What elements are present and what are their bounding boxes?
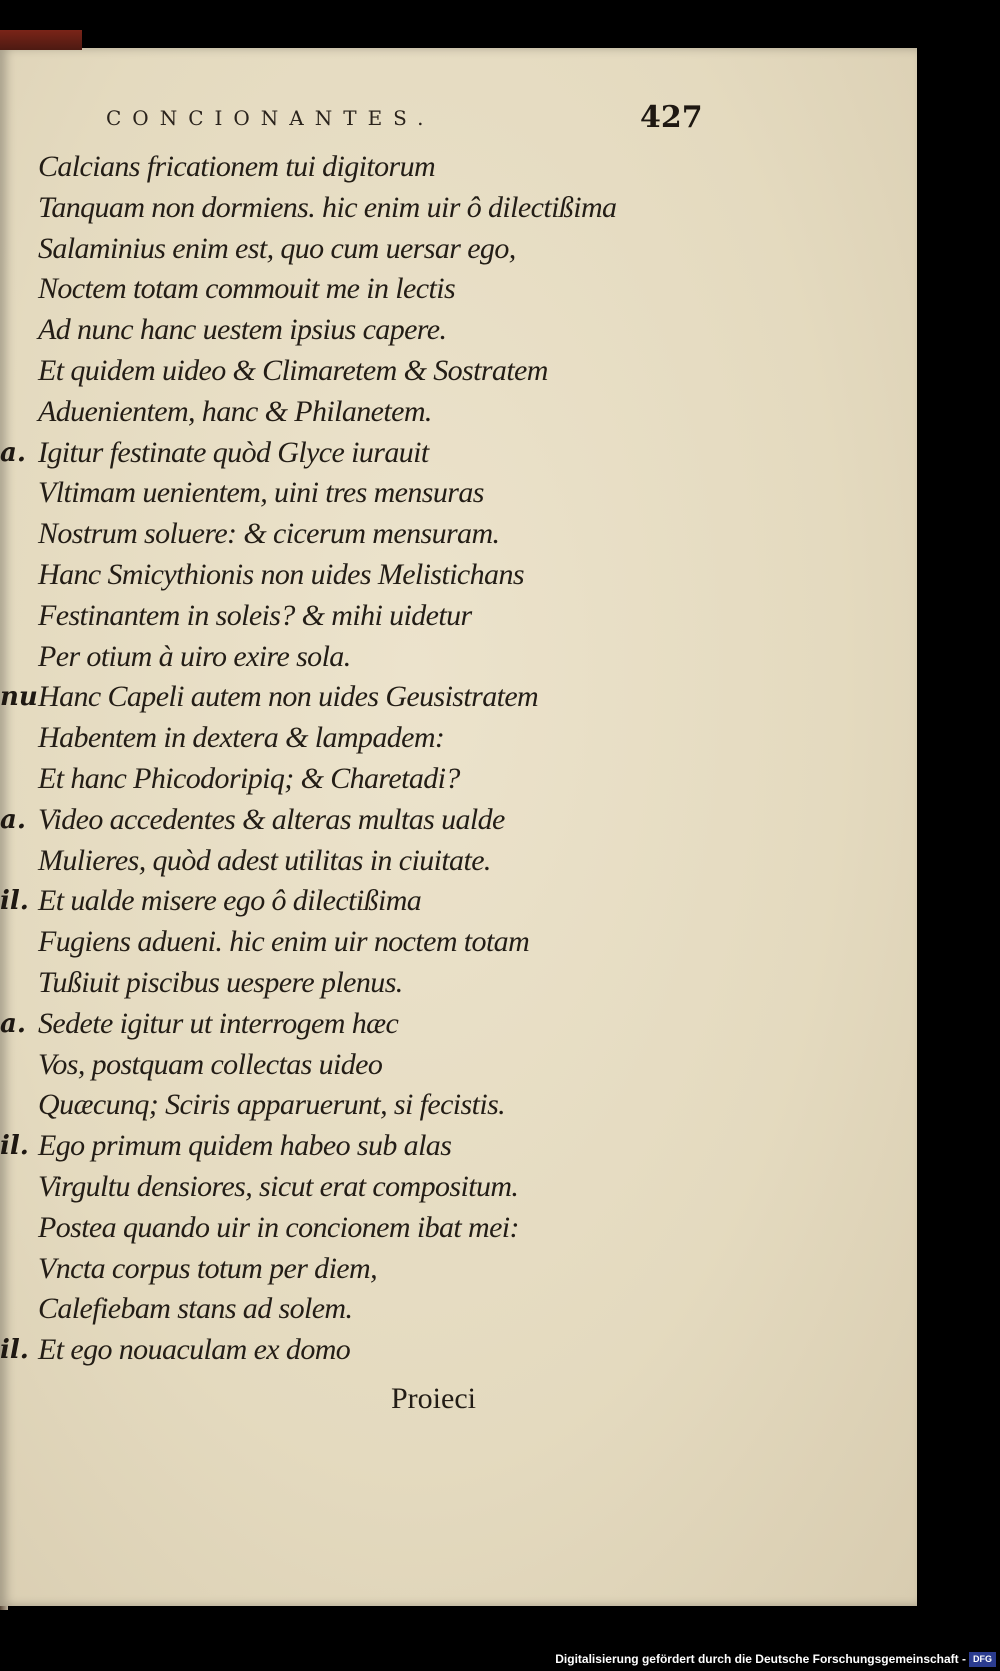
- text-line: [0, 963, 900, 1004]
- text-line: [0, 922, 900, 963]
- line-text: Tußiuit piscibus uespere plenus.: [38, 965, 403, 999]
- text-line: [0, 188, 900, 229]
- text-line: [0, 1126, 900, 1167]
- speaker-marker: a.: [0, 437, 26, 468]
- line-text: Festinantem in soleis? & mihi uidetur: [38, 598, 472, 632]
- line-text: Quæcunq; Sciris apparuerunt, si fecistis.: [38, 1088, 506, 1122]
- text-line: [0, 1249, 900, 1290]
- text-line: [0, 310, 900, 351]
- line-text: Calefiebam stans ad solem.: [38, 1292, 353, 1326]
- speaker-marker: il.: [0, 1335, 29, 1366]
- line-text: Vncta corpus totum per diem,: [38, 1251, 377, 1285]
- text-line: [0, 1004, 900, 1045]
- line-text: Habentem in dextera & lampadem:: [38, 721, 445, 755]
- line-text: Vos, postquam collectas uideo: [38, 1047, 383, 1081]
- page-number: 427: [640, 100, 703, 135]
- text-line: [0, 269, 900, 310]
- line-text: Et ego nouaculam ex domo: [38, 1333, 351, 1367]
- line-text: Sedete igitur ut interrogem hæc: [38, 1006, 399, 1040]
- line-text: Ad nunc hanc uestem ipsius capere.: [38, 313, 447, 347]
- line-text: Hanc Smicythionis non uides Melistichans: [38, 557, 524, 591]
- line-text: Noctem totam commouit me in lectis: [38, 272, 456, 306]
- speaker-marker: a.: [0, 804, 26, 835]
- line-text: Salaminius enim est, quo cum uersar ego,: [38, 231, 516, 265]
- text-line: [0, 1330, 900, 1371]
- line-text: Et quidem uideo & Climaretem & Sostratem: [38, 353, 548, 387]
- line-text: Hanc Capeli autem non uides Geusistratem: [38, 680, 539, 714]
- text-line: [0, 1045, 900, 1086]
- text-line: [0, 637, 900, 678]
- text-line: [0, 473, 900, 514]
- line-text: Igitur festinate quòd Glyce iurauit: [38, 435, 429, 469]
- verse-text-block: [0, 147, 900, 1371]
- line-text: Virgultu densiores, sicut erat compositum.: [38, 1169, 519, 1203]
- speaker-marker: il.: [0, 1131, 29, 1162]
- line-text: Aduenientem, hanc & Philanetem.: [38, 394, 432, 428]
- line-text: Tanquam non dormiens. hic enim uir ô dilectißima: [38, 190, 617, 224]
- text-line: [0, 1085, 900, 1126]
- text-line: [0, 229, 900, 270]
- text-line: [0, 1289, 900, 1330]
- speaker-marker: il.: [0, 886, 29, 917]
- speaker-marker: a.: [0, 1008, 26, 1039]
- text-line: [0, 596, 900, 637]
- line-text: Calcians fricationem tui digitorum: [38, 150, 436, 183]
- line-text: Per otium à uiro exire sola.: [38, 639, 351, 673]
- text-line: [0, 718, 900, 759]
- text-line: [0, 1208, 900, 1249]
- speaker-marker: nu: [0, 682, 38, 713]
- line-text: Ego primum quidem habeo sub alas: [38, 1129, 452, 1163]
- text-line: [0, 841, 900, 882]
- line-text: Video accedentes & alteras multas ualde: [38, 802, 505, 836]
- text-line: [0, 759, 900, 800]
- text-line: [0, 1167, 900, 1208]
- text-line: [0, 677, 900, 718]
- dfg-logo: DFG: [969, 1652, 996, 1667]
- text-line: [0, 555, 900, 596]
- line-text: Postea quando uir in concionem ibat mei:: [38, 1210, 519, 1244]
- text-line: [0, 881, 900, 922]
- text-line: [0, 351, 900, 392]
- text-line: [0, 514, 900, 555]
- line-text: Et hanc Phicodoripiq; & Charetadi?: [38, 761, 460, 795]
- catchword: Proieci: [391, 1382, 476, 1415]
- binding-tab: [0, 30, 82, 50]
- line-text: Vltimam uenientem, uini tres mensuras: [38, 476, 484, 510]
- text-line: [0, 147, 900, 188]
- line-text: Nostrum soluere: & cicerum mensuram.: [38, 517, 500, 551]
- text-line: [0, 392, 900, 433]
- line-text: Mulieres, quòd adest utilitas in ciuitate.: [38, 843, 491, 877]
- text-line: [0, 433, 900, 474]
- text-line: [0, 800, 900, 841]
- footer-credit: Digitalisierung gefördert durch die Deutsche Forschungsgemeinschaft -: [555, 1652, 966, 1666]
- line-text: Et ualde misere ego ô dilectißima: [38, 884, 422, 918]
- running-head: CONCIONANTES.: [106, 106, 435, 130]
- line-text: Fugiens adueni. hic enim uir noctem totam: [38, 925, 530, 959]
